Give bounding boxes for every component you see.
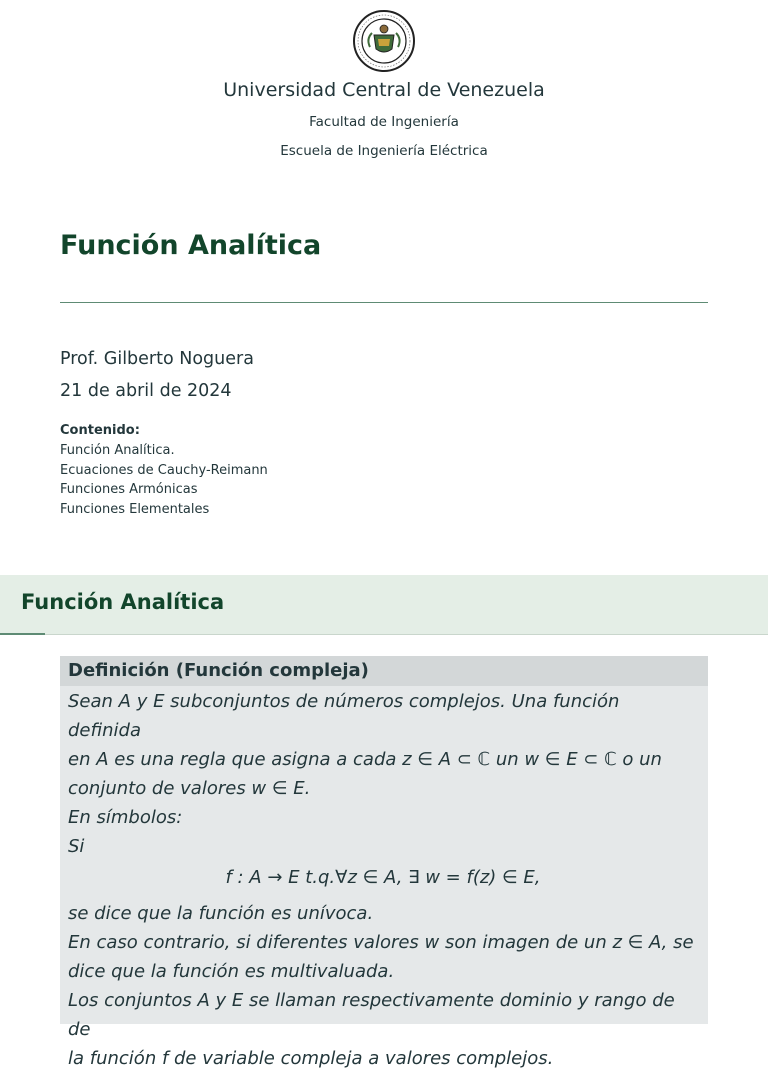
contents-item: Funciones Elementales (60, 501, 210, 517)
definition-body (60, 686, 708, 1073)
definition-line: Sean A y E subconjuntos de números complejos. Una función definida (68, 691, 620, 741)
presentation-title: Función Analítica (60, 230, 322, 261)
definition-formula: f : A → E t.q.∀z ∈ A, ∃ w = f(z) ∈ E, (225, 867, 541, 888)
definition-line: se dice que la función es unívoca. (68, 903, 374, 924)
definition-line: en A es una regla que asigna a cada z ∈ A ⊂ ℂ un w ∈ E ⊂ ℂ o un (68, 749, 662, 770)
progress-bar (0, 633, 45, 635)
definition-title: Definición (Función compleja) (60, 656, 708, 686)
contents-list (60, 441, 268, 519)
definition-line: la función f de variable compleja a valores complejos. (68, 1048, 554, 1069)
university-seal-icon (352, 9, 416, 73)
definition-line: dice que la función es multivaluada. (68, 961, 395, 982)
contents-item: Funciones Armónicas (60, 482, 198, 497)
title-divider (60, 302, 708, 303)
contents-item: Ecuaciones de Cauchy-Reimann (60, 462, 268, 478)
definition-line: conjunto de valores w ∈ E. (68, 778, 311, 799)
definition-line: En caso contrario, si diferentes valores w son imagen de un z ∈ A, se (68, 932, 694, 953)
frame-header (0, 575, 768, 635)
university-name: Universidad Central de Venezuela (223, 79, 545, 101)
definition-line: En símbolos: (68, 807, 183, 828)
school-name: Escuela de Ingeniería Eléctrica (280, 143, 488, 159)
contents-item: Función Analítica. (60, 443, 175, 458)
definition-line: Los conjuntos A y E se llaman respectivamente dominio y rango de de (68, 990, 675, 1040)
contents-heading: Contenido: (60, 423, 140, 438)
definition-block (60, 656, 708, 1069)
date: 21 de abril de 2024 (60, 381, 232, 401)
author: Prof. Gilberto Noguera (60, 349, 254, 369)
definition-line: Si (68, 836, 85, 857)
frame-title: Función Analítica (21, 590, 225, 614)
faculty-name: Facultad de Ingeniería (309, 114, 459, 130)
